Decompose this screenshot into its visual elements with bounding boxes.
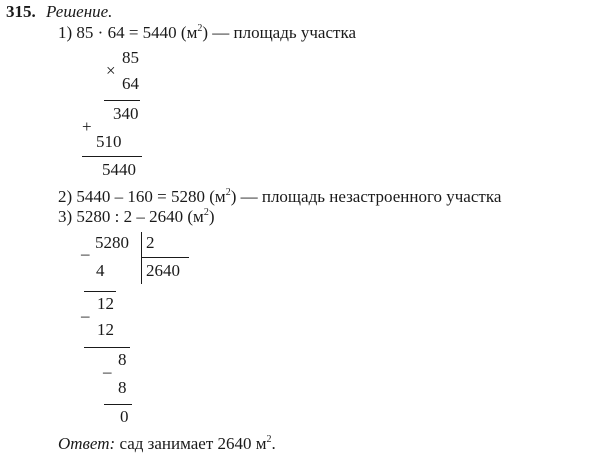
factor-2: 64: [122, 74, 139, 93]
factor-1: 85: [122, 48, 139, 67]
multiplication-line-2: [82, 156, 142, 157]
partial-product-1: 340: [113, 104, 139, 123]
answer-label: Ответ:: [58, 434, 116, 453]
minus-sign-2: –: [81, 306, 90, 325]
step-3-index: 3): [58, 207, 73, 226]
answer: [58, 434, 276, 454]
subtrahend-3: 8: [118, 378, 127, 397]
step-2-index: 2): [58, 187, 73, 206]
remainder-2: 8: [118, 350, 127, 369]
step-3: [58, 207, 215, 227]
answer-exponent: 2: [266, 434, 272, 445]
quotient-line: [141, 257, 189, 258]
subtrahend-2: 12: [97, 320, 114, 339]
partial-product-2: 510: [96, 132, 122, 151]
step-2: [58, 187, 501, 207]
step-3-exponent: 2: [203, 207, 209, 218]
minus-sign-3: –: [103, 362, 112, 381]
division-bar: [141, 232, 142, 284]
subtrahend-1: 4: [96, 261, 105, 280]
step-2-exponent: 2: [225, 187, 231, 198]
problem-number: 315.: [6, 2, 36, 21]
multiplication-line-1: [104, 100, 140, 101]
step-3-expression: 5280 : 2 – 2640 (м: [76, 207, 204, 226]
quotient: 2640: [146, 261, 180, 280]
plus-sign: +: [82, 117, 92, 136]
step-2-description: ) — площадь незастроенного участка: [230, 187, 502, 206]
minus-sign-1: –: [81, 244, 90, 263]
divisor: 2: [146, 233, 155, 252]
final-remainder: 0: [120, 407, 129, 426]
multiplication-result: 5440: [102, 160, 136, 179]
step-1: [58, 23, 356, 43]
solution-label: Решение.: [46, 2, 113, 21]
division-line-2: [84, 347, 130, 348]
step-1-description: ) — площадь участка: [202, 23, 356, 42]
step-2-expression: 5440 – 160 = 5280 (м: [76, 187, 226, 206]
remainder-1: 12: [97, 294, 114, 313]
times-sign: ×: [106, 61, 116, 80]
answer-period: .: [271, 434, 276, 453]
step-1-expression: 85 · 64 = 5440 (м: [76, 23, 198, 42]
division-line-1: [84, 291, 116, 292]
step-1-exponent: 2: [197, 23, 203, 34]
division-line-3: [104, 404, 132, 405]
answer-text: сад занимает 2640 м: [119, 434, 267, 453]
dividend: 5280: [95, 233, 129, 252]
step-1-index: 1): [58, 23, 73, 42]
step-3-tail: ): [208, 207, 215, 226]
